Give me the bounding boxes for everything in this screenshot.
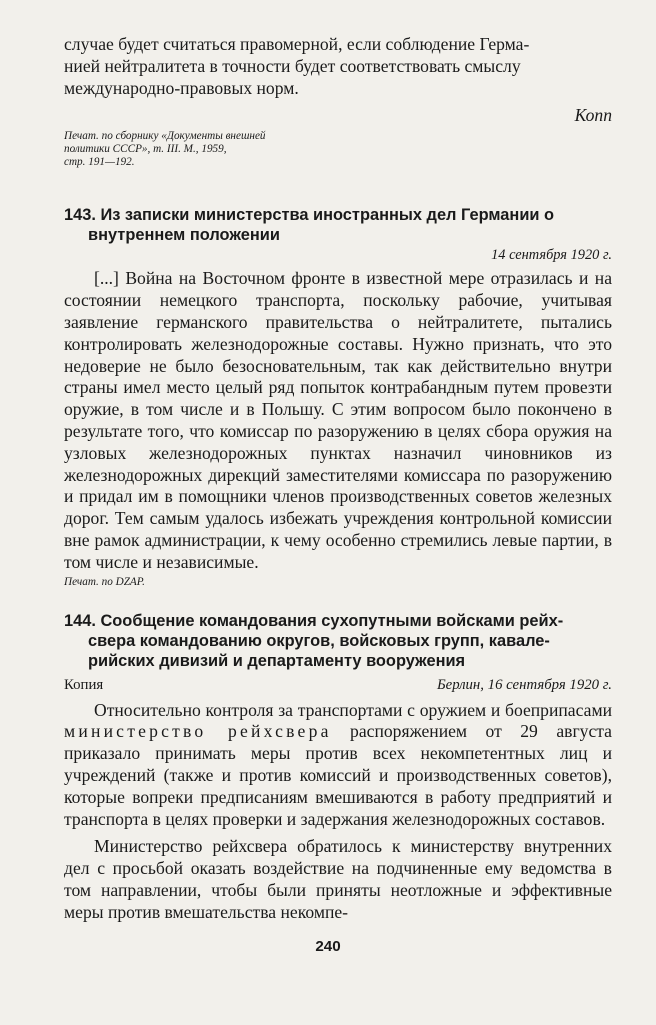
doc-144-date: Берлин, 16 сентября 1920 г. bbox=[436, 676, 612, 693]
source-note-1 bbox=[64, 130, 344, 169]
page-number: 240 bbox=[315, 938, 341, 955]
doc-143-title-line-2: внутреннем положении bbox=[88, 226, 280, 245]
signature: Копп bbox=[574, 105, 612, 126]
doc-144-para1-end: распоряжением от 29 августа приказало принимать меры против всех некомпетентных лиц и учреждений (также и против комиссий и производственных советов), которые вопреки предписаниям вмешиваются в работу предприятий и транспорта в целях проверки и задержания железнодорожных составов. bbox=[64, 721, 612, 829]
doc-143-source: Печат. по DZAP. bbox=[64, 575, 145, 588]
doc-144-title-line-3: рийских дивизий и департаменту вооружения bbox=[88, 651, 466, 670]
source-note-1-line-3: стр. 191—192. bbox=[64, 156, 135, 169]
doc-144-para1-spaced: министерство рейхсвера bbox=[64, 721, 332, 742]
source-note-1-line-2: политики СССР», т. III. М., 1959, bbox=[64, 143, 227, 156]
doc-144-meta-row bbox=[64, 677, 612, 694]
doc-144-paragraph-1 bbox=[64, 700, 612, 831]
doc-143-title bbox=[64, 205, 612, 245]
document-page bbox=[64, 34, 612, 924]
intro-line-2: нией нейтралитета в точности будет соответствовать смыслу bbox=[64, 55, 521, 76]
doc-144-title bbox=[64, 611, 612, 671]
doc-144-paragraph-2: Министерство рейхсвера обратилось к министерству внутренних дел с просьбой оказать воздействие на подчиненные ему ведомства в том направлении, чтобы были приняты неотложные и эффективные меры против вмешательства некомпе- bbox=[64, 836, 612, 922]
doc-143-body: [...] Война на Восточном фронте в известной мере отразилась и на состоянии немецкого транспорта, поскольку рабочие, учитывая заявление германского правительства о нейтралитете, пытались контролировать железнодорожные составы. Нужно признать, что это недоверие не было безосновательным, так как действительно внутри страны имел место целый ряд попыток контрабандным путем провезти оружие, в том числе и в Польшу. С этим вопросом было покончено в результате того, что комиссар по разоружению в целях сбора оружия на узловых железнодорожных пунктах назначил чиновников из железнодорожных дирекций заместителями комиссара по разоружению и придал им в помощники членов производственных советов железных дорог. Тем самым удалось избежать учреждения контрольной комиссии вне рамок администрации, к чему особенно стремились левые партии, в том числе и независимые. bbox=[64, 268, 612, 572]
intro-line-3: международно-правовых норм. bbox=[64, 77, 299, 98]
intro-paragraph bbox=[64, 34, 612, 99]
doc-143-title-line-1: 143. Из записки министерства иностранных дел Германии о bbox=[64, 206, 555, 225]
doc-143-date: 14 сентября 1920 г. bbox=[491, 247, 612, 264]
doc-144-para1-start: Относительно контроля за транспортами с оружием и боеприпасами bbox=[94, 699, 612, 720]
copy-label: Копия bbox=[64, 676, 104, 693]
source-note-1-line-1: Печат. по сборнику «Документы внешней bbox=[64, 130, 266, 143]
doc-144-title-line-2: свера командованию округов, войсковых групп, кавале- bbox=[88, 631, 550, 650]
intro-line-1: случае будет считаться правомерной, если соблюдение Герма- bbox=[64, 34, 530, 54]
doc-144-title-line-1: 144. Сообщение командования сухопутными войсками рейх- bbox=[64, 611, 564, 630]
